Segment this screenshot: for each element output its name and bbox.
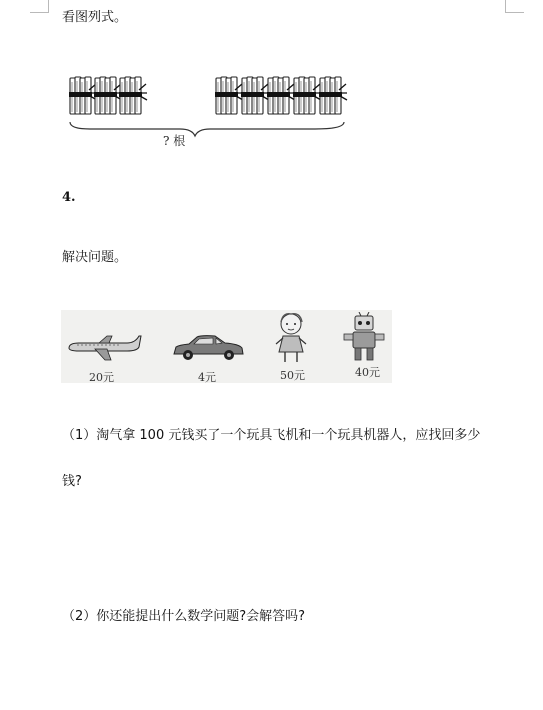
stick-bundle	[94, 77, 122, 114]
robot-icon	[341, 312, 387, 366]
sticks-bundle-figure	[60, 72, 360, 152]
stick-bundle	[293, 77, 321, 114]
question-number: 4.	[62, 190, 76, 205]
stick-bundle	[241, 77, 269, 114]
question-1-line-1: （1）淘气拿 100 元钱买了一个玩具飞机和一个玩具机器人，应找回多少	[62, 428, 481, 443]
car-icon	[171, 334, 245, 364]
stick-bundle	[319, 77, 347, 114]
price-airplane: 20元	[89, 371, 114, 384]
grouping-brace	[70, 122, 344, 136]
airplane-icon	[65, 330, 143, 362]
page-margin-corner-left	[30, 0, 49, 13]
price-robot: 40元	[355, 366, 380, 379]
stick-bundle	[267, 77, 295, 114]
price-doll: 50元	[280, 369, 305, 382]
instruction-solve-problems: 解决问题。	[62, 250, 128, 265]
question-2: （2）你还能提出什么数学问题?会解答吗?	[62, 609, 306, 624]
stick-bundle	[69, 77, 97, 114]
instruction-look-and-write: 看图列式。	[62, 10, 128, 25]
question-1-line-2: 钱?	[62, 474, 82, 489]
price-car: 4元	[198, 371, 216, 384]
toy-prices-image	[61, 310, 392, 383]
stick-bundle	[119, 77, 147, 114]
page-margin-corner-right	[505, 0, 524, 13]
stick-bundle	[215, 77, 243, 114]
question-label: ? 根	[163, 134, 186, 148]
doll-icon	[273, 312, 309, 368]
